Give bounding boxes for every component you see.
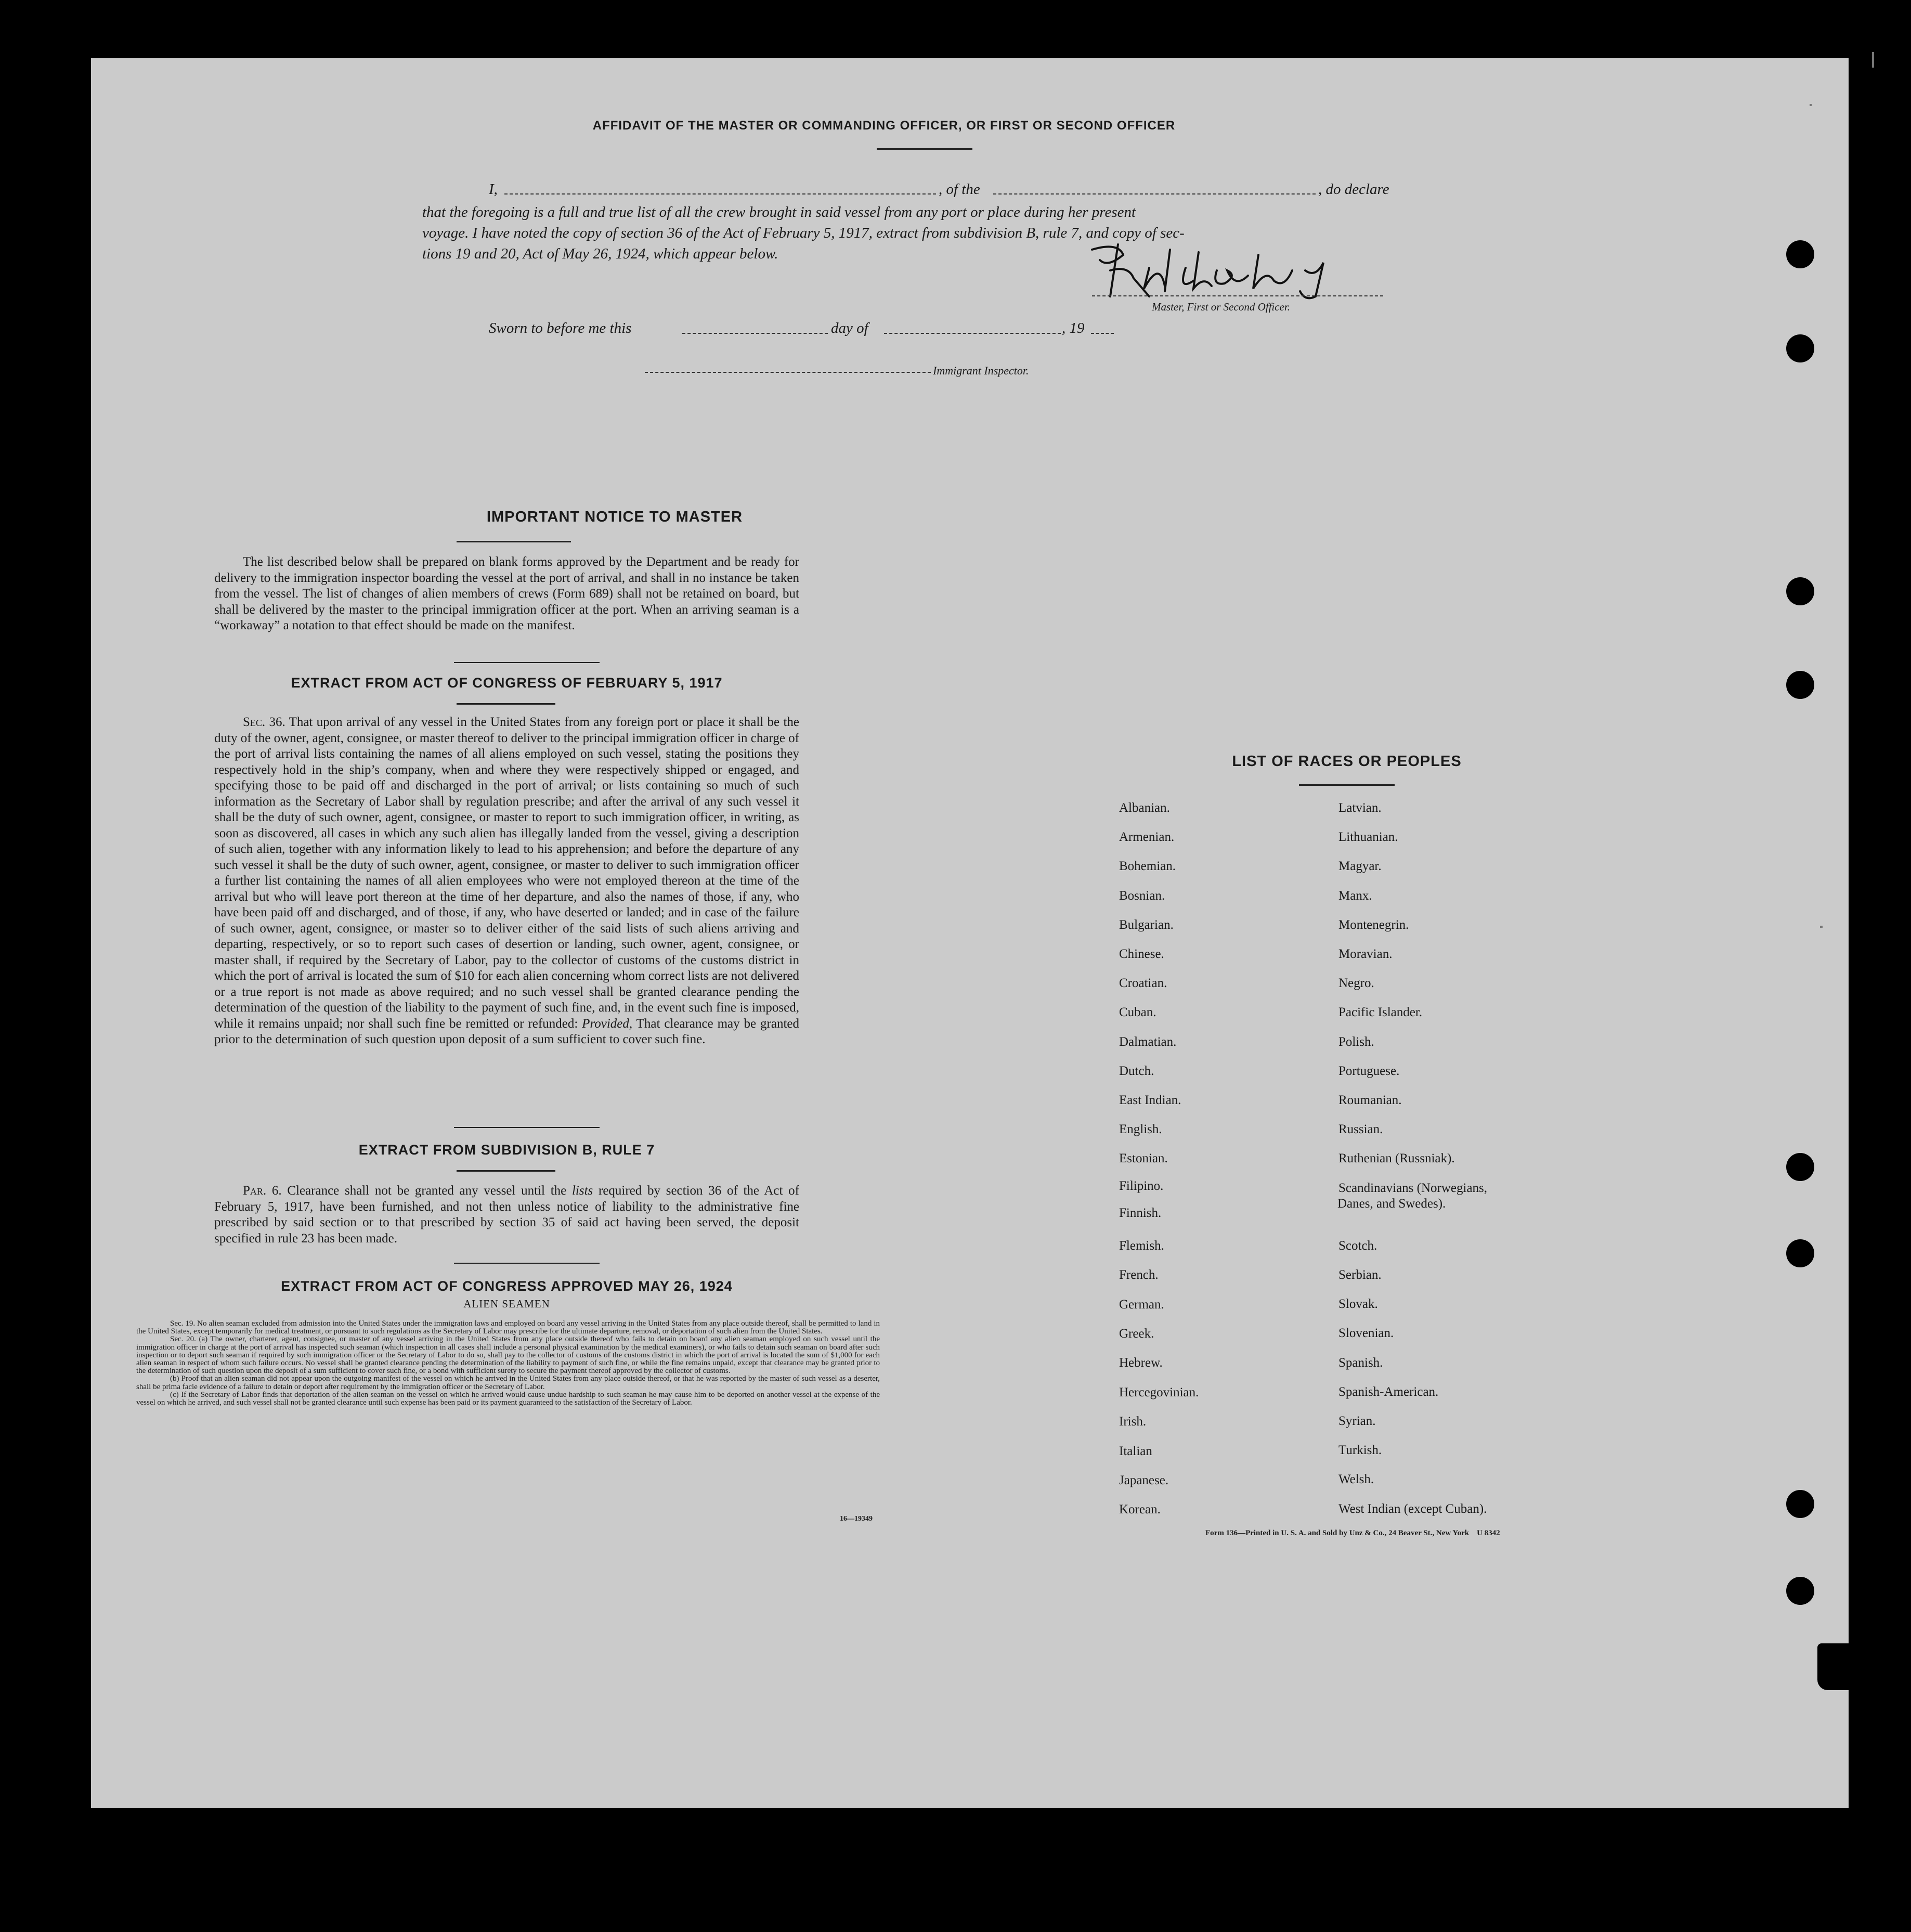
signature-line	[1092, 295, 1383, 296]
rule7-title-rule	[457, 1170, 555, 1172]
race-item: Roumanian.	[1338, 1093, 1402, 1107]
race-item: Slovenian.	[1338, 1326, 1394, 1341]
race-item: East Indian.	[1119, 1093, 1181, 1107]
master-signature	[1087, 239, 1378, 302]
alien-seamen-subtitle: ALIEN SEAMEN	[463, 1298, 550, 1310]
extract-1924-text	[136, 1320, 880, 1407]
race-item: Welsh.	[1338, 1472, 1374, 1487]
sec-20c-paragraph: (c) If the Secretary of Labor finds that deportation of the alien seaman on the vessel on which he arrived would cause undue hardship to such seaman he may cause him to be deported on another vessel at the expense of the vessel on which he arrived, and such vessel shall not be granted clearance until such expense has been paid or its payment guaranteed to the satisfaction of the Secretary of Labor.	[136, 1390, 880, 1407]
par-6-text-a: Clearance shall not be granted any vessel until the	[287, 1184, 567, 1198]
race-item: Polish.	[1338, 1034, 1374, 1049]
extract-1917-text	[214, 715, 799, 1048]
race-item: Manx.	[1338, 888, 1372, 903]
declare-label: , do declare	[1318, 181, 1389, 198]
races-title: LIST OF RACES OR PEOPLES	[1232, 753, 1462, 770]
provided-word: Provided,	[582, 1016, 633, 1031]
race-item: English.	[1119, 1122, 1162, 1137]
race-item: Spanish.	[1338, 1355, 1383, 1370]
race-item: Turkish.	[1338, 1443, 1382, 1458]
sworn-day-of-label: day of	[831, 320, 868, 336]
race-item: Dalmatian.	[1119, 1034, 1177, 1049]
race-item: West Indian (except Cuban).	[1338, 1501, 1487, 1516]
race-item: Hebrew.	[1119, 1356, 1163, 1370]
extract-1917-title-rule	[457, 703, 555, 705]
scan-speck	[1820, 926, 1823, 928]
notice-paragraph: The list described below shall be prepared on blank forms approved by the Department and be ready for delivery to the immigration inspector boarding the vessel at the port of arrival, and shall in no instance be taken from the vessel. The list of changes of alien members of crews (Form 689) shall not be retained on board, but shall be delivered by the master to the principal immigration officer at the port. When an arriving seaman is a “workaway” a notation to that effect should be made on the manifest.	[214, 555, 799, 632]
sec-36-label: Sec. 36.	[243, 715, 285, 729]
race-item: Slovak.	[1338, 1297, 1378, 1312]
binder-hole	[1786, 240, 1814, 268]
sec-19-paragraph: Sec. 19. No alien seaman excluded from admission into the United States under the immigration laws and employed on board any vessel arriving in the United States from any place outside thereof, shall be permitted to land in the United States, except temporarily for medical treatment, or pursuant to such regulations as the Secretary of Labor may prescribe for the ultimate departure, removal, or deportation of such alien from the United States.	[136, 1319, 880, 1336]
binder-hole	[1786, 1153, 1814, 1181]
binder-hole	[1786, 334, 1814, 362]
sworn-year-label: , 19	[1062, 320, 1085, 336]
race-item: Greek.	[1119, 1327, 1154, 1341]
race-item: Armenian.	[1119, 830, 1175, 845]
sworn-month-field[interactable]	[884, 333, 1061, 334]
par-6-text-b: required by section 36 of the Act of February 5, 1917, have been furnished, and not then unless notice of liability to the administrative fine prescribed by said section or to that prescribed by section 35 of said act having been served, the deposit specified in rule 23 has been made.	[214, 1184, 799, 1246]
rule7-title: EXTRACT FROM SUBDIVISION B, RULE 7	[358, 1142, 655, 1158]
par-6-label: Par. 6.	[243, 1184, 282, 1198]
vessel-label: , of the	[939, 181, 980, 198]
race-item: Italian	[1119, 1444, 1152, 1458]
sec-36-paragraph	[214, 715, 799, 1048]
notice-text	[214, 554, 799, 634]
notice-title-rule	[457, 541, 571, 542]
lists-word: lists	[571, 1184, 593, 1198]
declarant-prefix: I,	[489, 181, 498, 198]
affidavit-title: AFFIDAVIT OF THE MASTER OR COMMANDING OFFICER, OR FIRST OR SECOND OFFICER	[592, 119, 1176, 133]
torn-edge	[1817, 1643, 1849, 1690]
race-item: French.	[1119, 1268, 1159, 1282]
declarant-name-field[interactable]	[504, 193, 936, 195]
race-item: Bosnian.	[1119, 888, 1165, 903]
race-item: Finnish.	[1119, 1205, 1162, 1220]
scan-speck	[1810, 104, 1812, 106]
race-item: Chinese.	[1119, 947, 1164, 961]
race-item: German.	[1119, 1297, 1164, 1312]
vessel-name-field[interactable]	[993, 193, 1316, 195]
race-item: Negro.	[1338, 976, 1374, 991]
race-item: Syrian.	[1338, 1414, 1376, 1428]
race-item: Cuban.	[1119, 1005, 1156, 1020]
race-item: Bulgarian.	[1119, 917, 1174, 932]
title-rule	[877, 148, 972, 150]
sec-36-body: That upon arrival of any vessel in the United States from any foreign port or place it shall be the duty of the owner, agent, consignee, or master thereof to deliver to the principal immigration officer in charge of the port of arrival lists containing the names of all aliens employed on such vessel, stating the positions they respectively hold in the ship’s company, when and where they were respectively shipped or engaged, and specifying those to be paid off and discharged in the port of arrival; or lists containing so much of such information as the Secretary of Labor shall by regulation prescribe; and after the arrival of any such vessel it shall be the duty of such owner, agent, consignee, or master to report to such immigration officer, in writing, as soon as discovered, all cases in which any such alien has illegally landed from the vessel, giving a description of such alien, together with any information likely to lead to his apprehension; and before the departure of any such vessel it shall be the duty of such owner, agent, consignee, or master to deliver to such immigration officer a further list containing the names of all alien employees who were not employed thereon at the time of the arrival but who will leave port thereon at the time of her departure, and also the names of those, if any, who have been paid off and discharged, and of those, if any, who have deserted or landed; and in case of the failure of such owner, agent, consignee, or master so to deliver either of the said lists of such aliens arriving and departing, respectively, or so to report such cases of desertion or landing, such owner, agent, consignee, or master shall, if required by the Secretary of Labor, pay to the collector of customs of the customs district in which the port of arrival is located the sum of $10 for each alien concerning whom correct lists are not delivered or a true report is not made as above required; and no such vessel shall be granted clearance pending the determination of the question of the liability to the payment of such fine, and, in the event such fine is imposed, while it remains unpaid; nor shall such fine be remitted or refunded:	[214, 715, 799, 1031]
race-item: Russian.	[1338, 1122, 1383, 1137]
race-item: Filipino.	[1119, 1178, 1164, 1193]
sworn-day-field[interactable]	[682, 333, 828, 334]
scan-speck	[1872, 52, 1874, 68]
race-item: Lithuanian.	[1338, 830, 1398, 845]
signature-caption: Master, First or Second Officer.	[1152, 301, 1290, 313]
extract-1917-title: EXTRACT FROM ACT OF CONGRESS OF FEBRUARY 5, 1917	[291, 675, 723, 691]
sec-20a-paragraph: Sec. 20. (a) The owner, charterer, agent, consignee, or master of any vessel arriving in the United States from any place outside thereof who fails to detain on board any alien seaman employed on such vessel until the immigration officer in charge at the port of arrival has inspected such seaman (which inspection in all cases shall include a personal physical examination by the medical examiners), or who fails to detain such seaman on board after such inspection or to deport such seaman if required by such immigration officer or the Secretary of Labor to do so, shall pay to the collector of customs of the customs district in which the port of arrival is located the sum of $1,000 for each alien seaman in respect of whom such failure occurs. No vessel shall be granted clearance pending the determination of the liability to payment of such fine, or while the fine remains unpaid, except that clearance may be granted prior to the determination of such question upon the deposit of a sum sufficient to cover such fine, or a bond with sufficient surety to secure the payment thereof approved by the collector of customs.	[136, 1335, 880, 1376]
races-title-rule	[1299, 784, 1395, 786]
race-item: Irish.	[1119, 1415, 1147, 1429]
affidavit-line-3: voyage. I have noted the copy of section 36 of the Act of February 5, 1917, extract from subdivision B, rule 7, and copy of sec-	[422, 225, 1185, 241]
race-item: Latvian.	[1338, 801, 1382, 815]
race-item: Scandinavians (Norwegians,	[1338, 1181, 1488, 1195]
sec-36-end: That clearance may be granted prior to the determination of such question upon deposit of a sum sufficient to cover such fine.	[214, 1016, 799, 1046]
race-item: Estonian.	[1119, 1151, 1168, 1166]
binder-hole	[1786, 577, 1814, 605]
sec-20b-paragraph: (b) Proof that an alien seaman did not appear upon the outgoing manifest of the vessel on which he arrived in the United States from any place outside thereof, or that he was reported by the master of such vessel as a deserter, shall be prima facie evidence of a failure to detain or deport after requirement by the immigration officer or the Secretary of Labor.	[136, 1375, 880, 1391]
sworn-prefix: Sworn to before me this	[489, 320, 632, 336]
race-item: Hercegovinian.	[1119, 1385, 1199, 1399]
race-item: Moravian.	[1338, 947, 1393, 961]
divider	[454, 1127, 600, 1128]
rule7-text	[214, 1183, 799, 1247]
race-item: Spanish-American.	[1338, 1384, 1439, 1399]
form-number: 16—19349	[840, 1515, 873, 1523]
sworn-year-field[interactable]	[1091, 333, 1114, 334]
race-item: Flemish.	[1119, 1238, 1164, 1253]
affidavit-line-4: tions 19 and 20, Act of May 26, 1924, which appear below.	[422, 245, 778, 262]
race-item: Magyar.	[1338, 859, 1382, 874]
binder-hole	[1786, 1239, 1814, 1267]
divider	[454, 662, 600, 663]
notice-title: IMPORTANT NOTICE TO MASTER	[486, 509, 743, 525]
race-item: Ruthenian (Russniak).	[1338, 1151, 1455, 1166]
affidavit-line-2: that the foregoing is a full and true list of all the crew brought in said vessel from any port or place during her present	[422, 204, 1136, 221]
race-item: Portuguese.	[1338, 1064, 1400, 1078]
binder-hole	[1786, 671, 1814, 699]
par-6-paragraph	[214, 1183, 799, 1247]
extract-1924-title: EXTRACT FROM ACT OF CONGRESS APPROVED MAY 26, 1924	[281, 1278, 733, 1294]
race-item: Scotch.	[1338, 1238, 1377, 1253]
binder-hole	[1786, 1577, 1814, 1605]
divider	[454, 1263, 600, 1264]
race-item: Korean.	[1119, 1502, 1161, 1517]
race-item: Dutch.	[1119, 1064, 1154, 1078]
race-item: Serbian.	[1338, 1268, 1382, 1282]
race-item: Montenegrin.	[1338, 917, 1409, 932]
inspector-caption: Immigrant Inspector.	[933, 364, 1029, 377]
binder-hole	[1786, 1490, 1814, 1518]
race-item: Pacific Islander.	[1338, 1005, 1423, 1020]
inspector-signature-field[interactable]	[645, 372, 931, 373]
race-item: Bohemian.	[1119, 859, 1176, 874]
race-item: Danes, and Swedes).	[1337, 1196, 1446, 1211]
race-item: Croatian.	[1119, 976, 1167, 991]
race-item: Albanian.	[1119, 801, 1170, 815]
printer-footer: Form 136—Printed in U. S. A. and Sold by Unz & Co., 24 Beaver St., New York U 8342	[1205, 1529, 1500, 1537]
race-item: Japanese.	[1119, 1473, 1169, 1487]
